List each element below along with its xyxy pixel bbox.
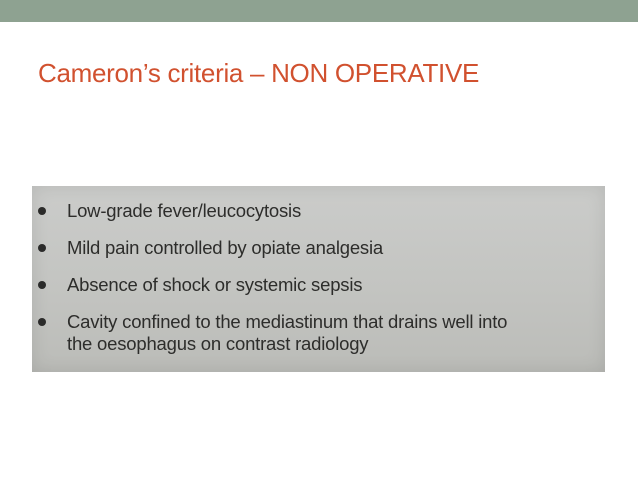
criteria-text: Cavity confined to the mediastinum that drains well into: [67, 311, 508, 332]
criteria-text: Absence of shock or systemic sepsis: [67, 274, 363, 295]
criteria-text-continued: the oesophagus on contrast radiology: [67, 333, 369, 354]
criteria-item: [32, 311, 605, 355]
criteria-item: [32, 237, 605, 259]
bullet-icon: [38, 244, 46, 252]
criteria-text: Low-grade fever/leucocytosis: [67, 200, 301, 221]
criteria-photo: [32, 186, 605, 372]
criteria-item: [32, 274, 605, 296]
top-accent-bar: [0, 0, 638, 22]
slide-title: Cameron’s criteria – NON OPERATIVE: [38, 58, 480, 88]
bullet-icon: [38, 281, 46, 289]
bullet-icon: [38, 318, 46, 326]
criteria-list: [32, 200, 605, 355]
bullet-icon: [38, 207, 46, 215]
criteria-text: Mild pain controlled by opiate analgesia: [67, 237, 383, 258]
criteria-item: [32, 200, 605, 222]
